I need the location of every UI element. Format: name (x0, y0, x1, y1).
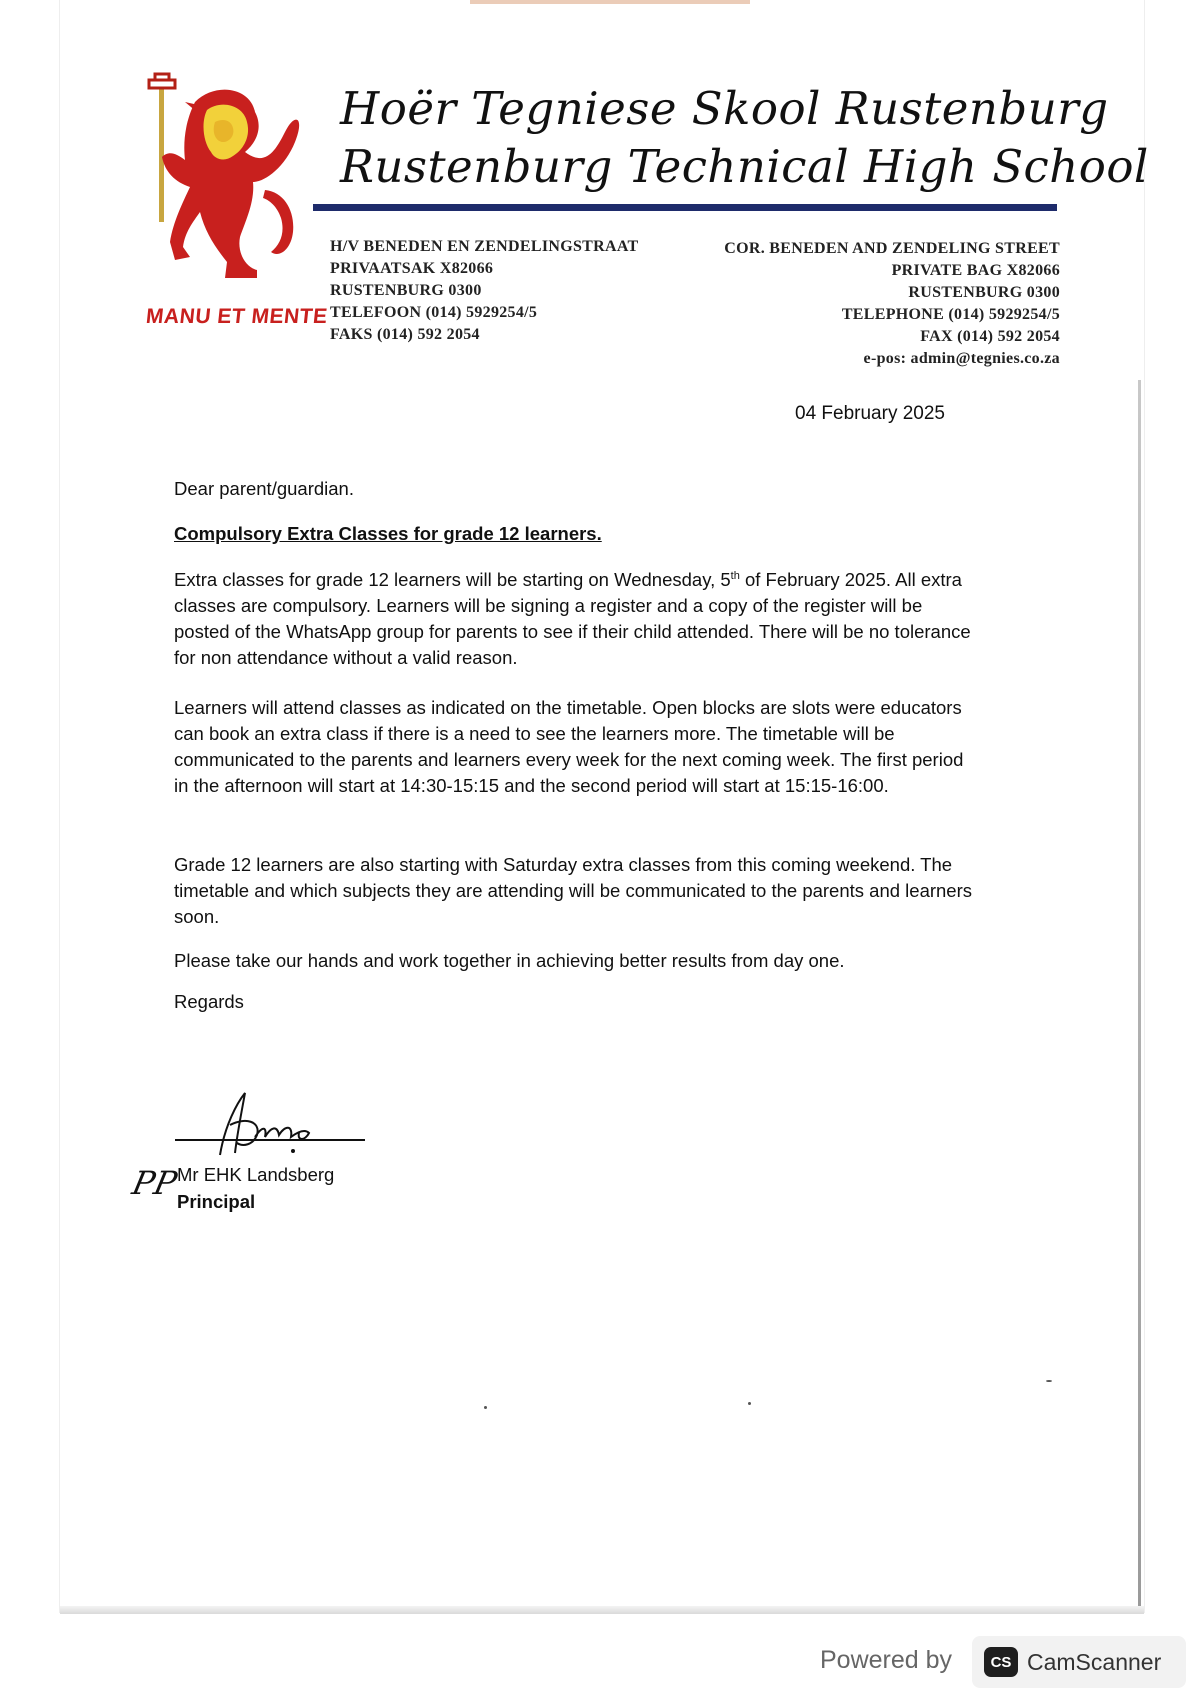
scan-edge-strip (470, 0, 750, 4)
paragraph-text: Extra classes for grade 12 learners will be starting on Wednesday, 5 (174, 569, 731, 591)
paragraph-extra-classes (174, 563, 974, 671)
school-crest-logo (145, 72, 315, 302)
scan-speck (748, 1402, 751, 1405)
camscanner-brand: CamScanner (1027, 1648, 1162, 1675)
address-line: TELEPHONE (014) 5929254/5 (841, 306, 1060, 323)
crest-motto: MANU ET MENTE (144, 305, 329, 328)
camscanner-logo-icon: CS (984, 1647, 1018, 1677)
address-block-afrikaans (330, 236, 638, 346)
address-line: TELEFOON (014) 5929254/5 (330, 304, 538, 321)
letter-date: 04 February 2025 (795, 403, 945, 424)
school-name-afrikaans: Hoër Tegniese Skool Rustenburg (340, 82, 1109, 135)
per-pro-initials: PP (128, 1164, 181, 1202)
handwritten-signature (175, 1085, 375, 1175)
address-line: RUSTENBURG 0300 (330, 282, 482, 299)
address-line: FAKS (014) 592 2054 (330, 326, 480, 343)
scan-page-shadow (60, 1606, 1144, 1614)
camscanner-badge (972, 1636, 1186, 1688)
scan-speck (1046, 1380, 1052, 1382)
paragraph-closing-request: Please take our hands and work together in achieving better results from day one. (174, 950, 845, 971)
paragraph-text: of February 2025. All extra classes are compulsory. Learners will be signing a register and a copy of the register will be posted of the WhatsApp group for parents to see if their child attended. There will be no tolerance for non attendance without a valid reason. (174, 569, 971, 669)
paragraph-timetable: Learners will attend classes as indicated on the timetable. Open blocks are slots were educators can book an extra class if there is a need to see the learners more. The timetable will be communicated to the parents and learners every week for the next coming week. The first period in the afternoon will start at 14:30-15:15 and the second period will start at 15:15-16:00. (174, 697, 964, 796)
scan-speck (484, 1406, 487, 1409)
signer-title: Principal (177, 1191, 256, 1212)
closing-regards: Regards (174, 991, 244, 1012)
address-block-english (700, 238, 1060, 370)
address-line: FAX (014) 592 2054 (920, 328, 1060, 345)
scan-page-edge (1138, 380, 1141, 1610)
school-name-english: Rustenburg Technical High School (340, 140, 1149, 193)
letter-subject: Compulsory Extra Classes for grade 12 learners. (174, 523, 602, 544)
address-line: PRIVAATSAK X82066 (330, 260, 494, 277)
address-line: H/V BENEDEN EN ZENDELINGSTRAAT (330, 238, 639, 255)
email-line: e-pos: admin@tegnies.co.za (863, 350, 1060, 367)
powered-by-label: Powered by (820, 1646, 953, 1674)
ordinal-suffix: th (730, 570, 740, 582)
salutation: Dear parent/guardian. (174, 478, 354, 499)
address-line: COR. BENEDEN AND ZENDELING STREET (724, 240, 1060, 257)
address-line: PRIVATE BAG X82066 (891, 262, 1060, 279)
address-line: RUSTENBURG 0300 (908, 284, 1060, 301)
paragraph-saturday-classes: Grade 12 learners are also starting with Saturday extra classes from this coming weekend. The timetable and which subjects they are attending will be communicated to the parents and learners soon. (174, 854, 973, 927)
signer-name: Mr EHK Landsberg (177, 1164, 335, 1185)
header-divider (313, 204, 1057, 211)
